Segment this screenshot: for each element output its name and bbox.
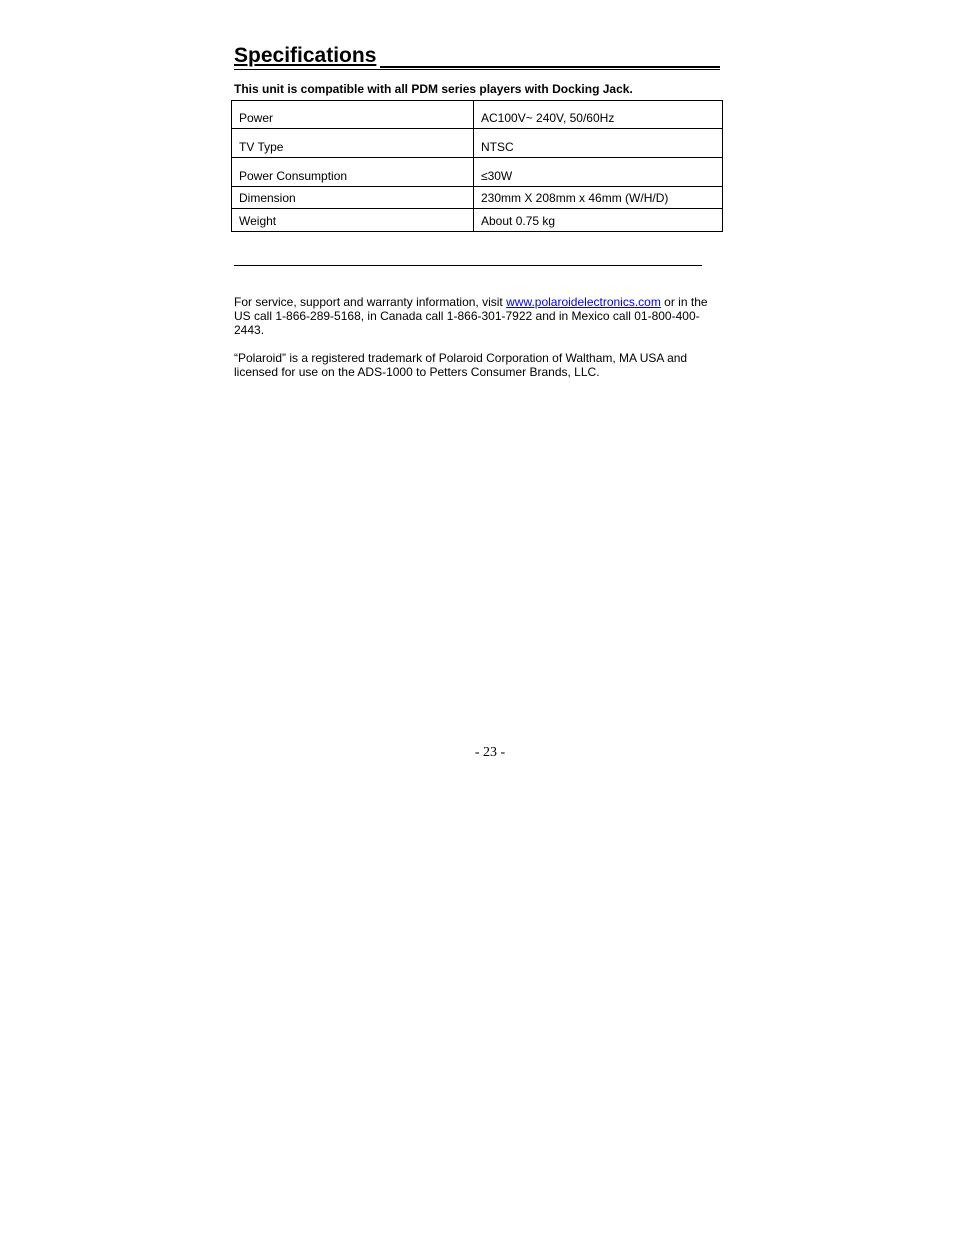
section-divider xyxy=(234,265,702,266)
website-link[interactable]: www.polaroidelectronics.com xyxy=(506,295,661,309)
service-text-end: or in the US call 1-866-289-5168, in Canada call 1-866-301-7922 and in Mexico call 01-800-400-2443. xyxy=(234,295,708,337)
spec-value: 230mm X 208mm x 46mm (W/H/D) xyxy=(474,187,723,209)
spec-label: Weight xyxy=(232,209,474,232)
compatibility-note: This unit is compatible with all PDM series players with Docking Jack. xyxy=(234,82,633,96)
table-row xyxy=(232,209,723,232)
spec-table xyxy=(231,100,723,232)
table-row xyxy=(232,158,723,187)
spec-label: Power Consumption xyxy=(232,158,474,187)
page-number: - 23 - xyxy=(474,745,506,760)
service-info xyxy=(234,295,720,337)
page-title: Specifications xyxy=(234,44,380,68)
trademark-notice: “Polaroid” is a registered trademark of Polaroid Corporation of Waltham, MA USA and licensed for use on the ADS-1000 to Petters Consumer Brands, LLC. xyxy=(234,351,688,379)
spec-value: NTSC xyxy=(474,129,723,158)
table-row xyxy=(232,101,723,129)
spec-value: About 0.75 kg xyxy=(474,209,723,232)
spec-label: TV Type xyxy=(232,129,474,158)
spec-value: ≤30W xyxy=(474,158,723,187)
title-block xyxy=(234,42,720,70)
table-row xyxy=(232,129,723,158)
table-row xyxy=(232,187,723,209)
spec-value: AC100V~ 240V, 50/60Hz xyxy=(474,101,723,129)
spec-label: Power xyxy=(232,101,474,129)
title-rule-thin xyxy=(234,69,720,70)
spec-label: Dimension xyxy=(232,187,474,209)
service-text-start: For service, support and warranty information, visit xyxy=(234,295,507,309)
